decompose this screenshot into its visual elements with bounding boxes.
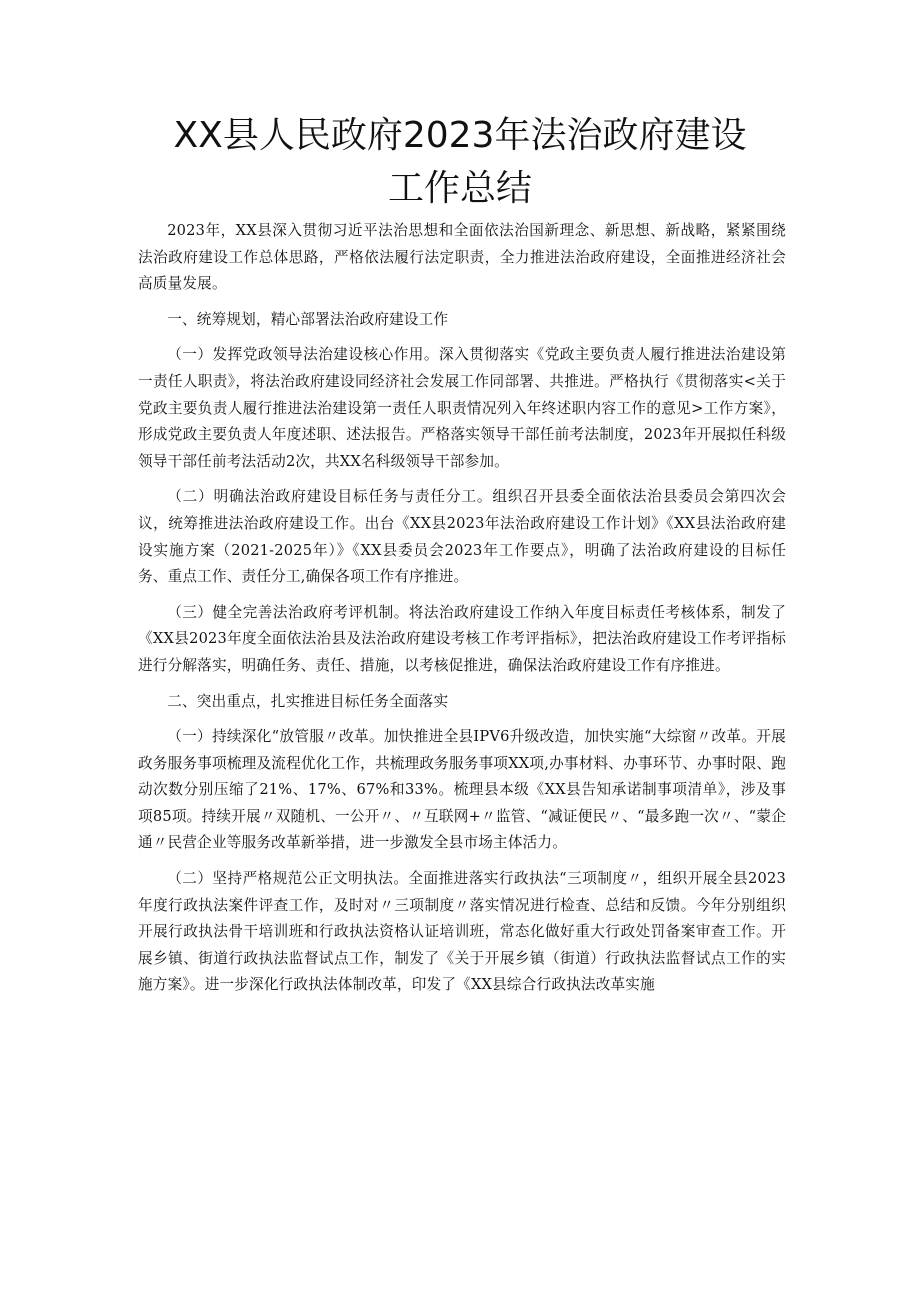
section1-paragraph-2: （二）明确法治政府建设目标任务与责任分工。组织召开县委全面依法治县委员会第四次会议，统筹推进法治政府建设工作。出台《XX县2023年法治政府建设工作计划》《XX县法治政府建设实施方案（2021-2025年）》《XX县委员会2023年工作要点》，明确了法治政府建设的目标任务、重点工作、责任分工,确保各项工作有序推进。	[138, 488, 786, 586]
document-title-line2: 工作总结	[387, 168, 532, 209]
section2-paragraph-2: （二）坚持严格规范公正文明执法。全面推进落实行政执法“三项制度〃，组织开展全县2023年度行政执法案件评查工作，及时对〃三项制度〃落实情况进行检查、总结和反馈。今年分别组织开展行政执法骨干培训班和行政执法资格认证培训班，常态化做好重大行政处罚备案审查工作。开展乡镇、街道行政执法监督试点工作，制发了《关于开展乡镇（街道）行政执法监督试点工作的实施方案》。进一步深化行政执法体制改革，印发了《XX县综合行政执法改革实施	[138, 870, 786, 994]
section1-paragraph-3: （三）健全完善法治政府考评机制。将法治政府建设工作纳入年度目标责任考核体系，制发了《XX县2023年度全面依法治县及法治政府建设考核工作考评指标》，把法治政府建设工作考评指标进行分解落实，明确任务、责任、措施，以考核促推进，确保法治政府建设工作有序推进。	[138, 603, 786, 674]
section1-paragraph-1: （一）发挥党政领导法治建设核心作用。深入贯彻落实《党政主要负责人履行推进法治建设第一责任人职责》，将法治政府建设同经济社会发展工作同部署、共推进。严格执行《贯彻落实<关于党政主要负责人履行推进法治建设第一责任人职责情况列入年终述职内容工作的意见>工作方案》，形成党政主要负责人年度述职、述法报告。严格落实领导干部任前考法制度，2023年开展拟任科级领导干部任前考法活动2次，共XX名科级领导干部参加。	[138, 346, 786, 470]
section2-heading: 二、突出重点，扎实推进目标任务全面落实	[167, 692, 449, 710]
document-body	[138, 218, 786, 1008]
intro-paragraph: 2023年，XX县深入贯彻习近平法治思想和全面依法治国新理念、新思想、新战略，紧紧围绕法治政府建设工作总体思路，严格依法履行法定职责，全力推进法治政府建设，全面推进经济社会高质量发展。	[138, 222, 786, 293]
section1-heading: 一、统筹规划，精心部署法治政府建设工作	[167, 310, 449, 328]
document-title-line1: XX县人民政府2023年法治政府建设	[173, 115, 747, 156]
section2-paragraph-1: （一）持续深化“放管服〃改革。加快推进全县IPV6升级改造，加快实施“大综窗〃改革。开展政务服务事项梳理及流程优化工作，共梳理政务服务事项XX项,办事材料、办事环节、办事时限、跑动次数分别压缩了21%、17%、67%和33%。梳理县本级《XX县告知承诺制事项清单》，涉及事项85项。持续开展〃双随机、一公开〃、〃互联网+〃监管、“减证便民〃、“最多跑一次〃、“蒙企通〃民营企业等服务改革新举措，进一步激发全县市场主体活力。	[138, 728, 786, 852]
